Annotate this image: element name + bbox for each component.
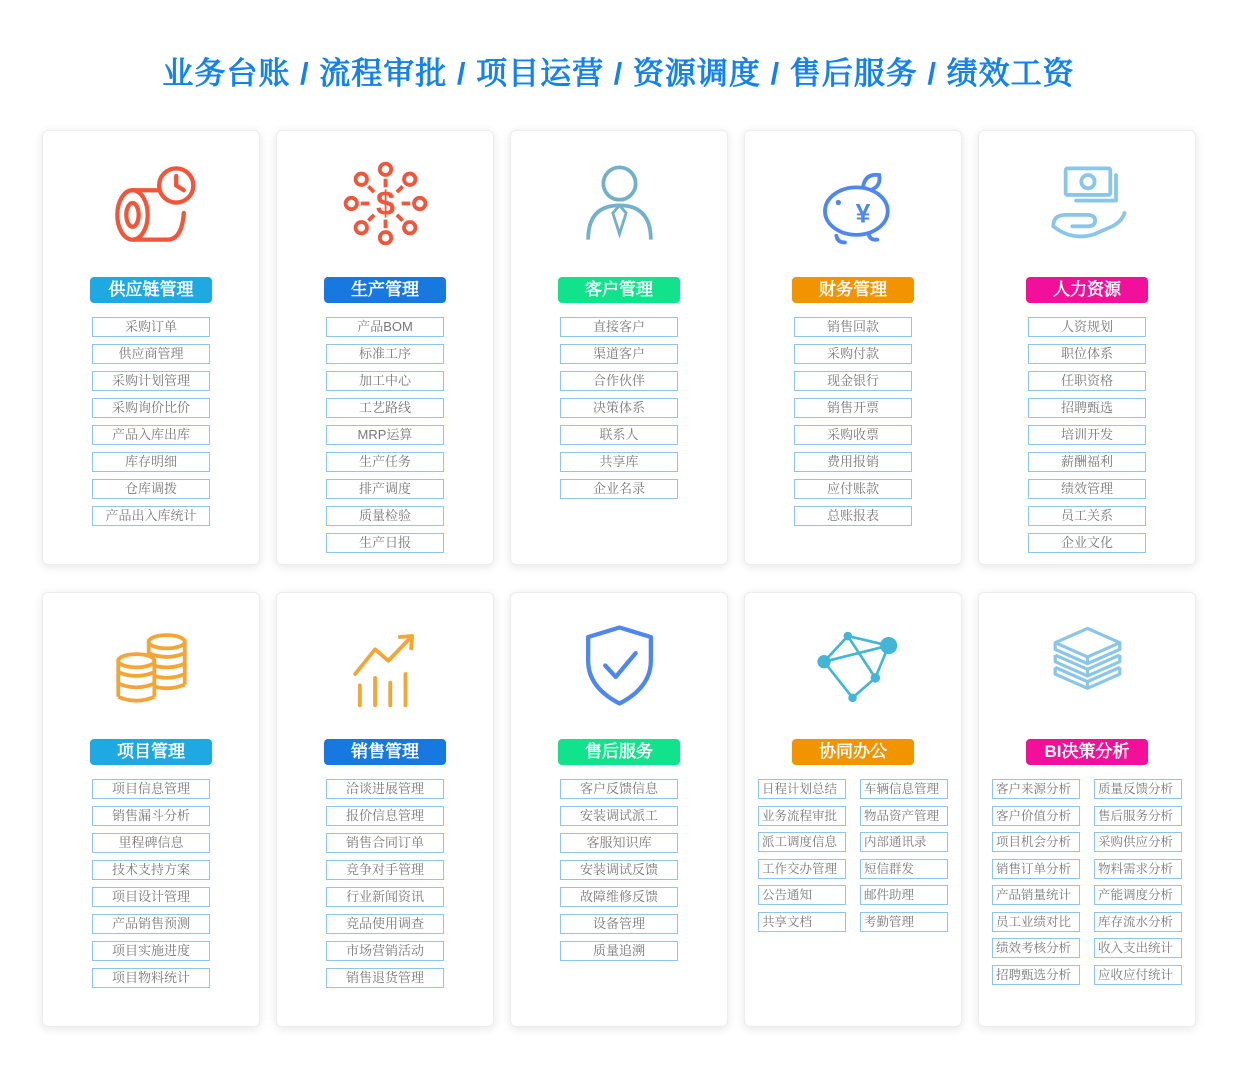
- feature-item: 物料需求分析: [1094, 859, 1182, 879]
- feature-item: 决策体系: [560, 398, 678, 418]
- feature-item: 工艺路线: [326, 398, 444, 418]
- feature-item: 销售回款: [794, 317, 912, 337]
- card-project: [42, 592, 260, 1027]
- card-title-badge: 协同办公: [792, 739, 914, 765]
- feature-item: 库存明细: [92, 452, 210, 472]
- feature-item: 共享文档: [758, 912, 846, 932]
- card-title-badge: 售后服务: [558, 739, 680, 765]
- feature-item: 客服知识库: [560, 833, 678, 853]
- feature-item: 日程计划总结: [758, 779, 846, 799]
- feature-list: [758, 779, 948, 932]
- feature-item: 故障维修反馈: [560, 887, 678, 907]
- card-title-badge: 供应链管理: [90, 277, 212, 303]
- feature-item: 产品销量统计: [992, 885, 1080, 905]
- feature-item: 报价信息管理: [326, 806, 444, 826]
- feature-item: 合作伙伴: [560, 371, 678, 391]
- feature-item: 绩效考核分析: [992, 938, 1080, 958]
- feature-item: 绩效管理: [1028, 479, 1146, 499]
- feature-item: 招聘甄选: [1028, 398, 1146, 418]
- feature-item: 项目设计管理: [92, 887, 210, 907]
- feature-column: [1094, 779, 1182, 985]
- feature-item: 行业新闻资讯: [326, 887, 444, 907]
- feature-item: 产品BOM: [326, 317, 444, 337]
- feature-item: 客户来源分析: [992, 779, 1080, 799]
- card-production: [276, 130, 494, 565]
- card-title-badge: 客户管理: [558, 277, 680, 303]
- feature-item: 竞品使用调查: [326, 914, 444, 934]
- feature-item: 项目物料统计: [92, 968, 210, 988]
- feature-item: 产品出入库统计: [92, 506, 210, 526]
- feature-column: [758, 779, 846, 932]
- feature-item: 总账报表: [794, 506, 912, 526]
- feature-item: 客户价值分析: [992, 806, 1080, 826]
- feature-item: 采购付款: [794, 344, 912, 364]
- feature-item: 应收应付统计: [1094, 965, 1182, 985]
- card-collaboration: [744, 592, 962, 1027]
- feature-item: 产品入库出库: [92, 425, 210, 445]
- feature-item: 薪酬福利: [1028, 452, 1146, 472]
- feature-item: 竞争对手管理: [326, 860, 444, 880]
- card-supply-chain: [42, 130, 260, 565]
- feature-list: [992, 779, 1182, 985]
- feature-item: 公告通知: [758, 885, 846, 905]
- feature-item: 直接客户: [560, 317, 678, 337]
- feature-item: 供应商管理: [92, 344, 210, 364]
- feature-item: 技术支持方案: [92, 860, 210, 880]
- feature-item: 质量检验: [326, 506, 444, 526]
- card-sales: [276, 592, 494, 1027]
- paper-roll-clock-icon: [104, 153, 199, 253]
- layers-icon: [1040, 615, 1135, 715]
- card-title-badge: 人力资源: [1026, 277, 1148, 303]
- feature-list: [326, 317, 444, 553]
- feature-item: 加工中心: [326, 371, 444, 391]
- feature-item: 费用报销: [794, 452, 912, 472]
- svg-text:¥: ¥: [855, 198, 870, 228]
- feature-list: [1028, 317, 1146, 553]
- feature-item: 物品资产管理: [860, 806, 948, 826]
- feature-item: 销售漏斗分析: [92, 806, 210, 826]
- feature-item: 标准工序: [326, 344, 444, 364]
- feature-item: 人资规划: [1028, 317, 1146, 337]
- shield-check-icon: [572, 615, 667, 715]
- feature-item: 邮件助理: [860, 885, 948, 905]
- feature-item: 采购订单: [92, 317, 210, 337]
- card-customer: [510, 130, 728, 565]
- feature-list: [560, 779, 678, 961]
- feature-item: 应付账款: [794, 479, 912, 499]
- feature-list: [92, 317, 210, 526]
- feature-item: 质量反馈分析: [1094, 779, 1182, 799]
- card-finance: [744, 130, 962, 565]
- feature-item: 设备管理: [560, 914, 678, 934]
- feature-item: 招聘甄选分析: [992, 965, 1080, 985]
- feature-item: 采购供应分析: [1094, 832, 1182, 852]
- page-title: 业务台账 / 流程审批 / 项目运营 / 资源调度 / 售后服务 / 绩效工资: [162, 56, 1075, 91]
- feature-item: 售后服务分析: [1094, 806, 1182, 826]
- feature-item: 洽谈进展管理: [326, 779, 444, 799]
- feature-item: 员工关系: [1028, 506, 1146, 526]
- feature-item: 客户反馈信息: [560, 779, 678, 799]
- feature-item: 工作交办管理: [758, 859, 846, 879]
- feature-item: 里程碑信息: [92, 833, 210, 853]
- feature-item: 现金银行: [794, 371, 912, 391]
- feature-item: 产能调度分析: [1094, 885, 1182, 905]
- feature-item: 项目机会分析: [992, 832, 1080, 852]
- feature-item: 产品销售预测: [92, 914, 210, 934]
- person-icon: [572, 153, 667, 253]
- card-after-sales: [510, 592, 728, 1027]
- feature-item: 生产日报: [326, 533, 444, 553]
- feature-item: 考勤管理: [860, 912, 948, 932]
- feature-item: 生产任务: [326, 452, 444, 472]
- feature-item: 项目实施进度: [92, 941, 210, 961]
- chart-up-icon: [338, 615, 433, 715]
- network-dollar-icon: [338, 153, 433, 253]
- feature-item: 排产调度: [326, 479, 444, 499]
- svg-text:$: $: [375, 184, 395, 223]
- money-hand-icon: [1040, 153, 1135, 253]
- feature-column: [992, 779, 1080, 985]
- feature-item: 渠道客户: [560, 344, 678, 364]
- feature-list: [92, 779, 210, 988]
- feature-list: [326, 779, 444, 988]
- feature-item: 短信群发: [860, 859, 948, 879]
- cards-grid: [42, 130, 1196, 1027]
- feature-item: 职位体系: [1028, 344, 1146, 364]
- feature-item: 业务流程审批: [758, 806, 846, 826]
- card-title-badge: 生产管理: [324, 277, 446, 303]
- card-title-badge: BI决策分析: [1026, 739, 1148, 765]
- feature-item: 培训开发: [1028, 425, 1146, 445]
- feature-item: 派工调度信息: [758, 832, 846, 852]
- feature-item: 库存流水分析: [1094, 912, 1182, 932]
- feature-item: 采购收票: [794, 425, 912, 445]
- feature-item: 市场营销活动: [326, 941, 444, 961]
- coins-icon: [104, 615, 199, 715]
- piggy-bank-icon: [806, 153, 901, 253]
- card-title-badge: 财务管理: [792, 277, 914, 303]
- feature-item: 共享库: [560, 452, 678, 472]
- feature-item: 企业名录: [560, 479, 678, 499]
- feature-item: 质量追溯: [560, 941, 678, 961]
- feature-list: [560, 317, 678, 499]
- feature-item: 采购计划管理: [92, 371, 210, 391]
- card-bi-analysis: [978, 592, 1196, 1027]
- feature-item: 车辆信息管理: [860, 779, 948, 799]
- feature-list: [794, 317, 912, 526]
- feature-item: 联系人: [560, 425, 678, 445]
- feature-item: 员工业绩对比: [992, 912, 1080, 932]
- feature-item: 项目信息管理: [92, 779, 210, 799]
- feature-item: 内部通讯录: [860, 832, 948, 852]
- feature-item: 销售订单分析: [992, 859, 1080, 879]
- card-hr: [978, 130, 1196, 565]
- feature-item: 采购询价比价: [92, 398, 210, 418]
- feature-item: 安装调试反馈: [560, 860, 678, 880]
- feature-item: 销售退货管理: [326, 968, 444, 988]
- network-nodes-icon: [806, 615, 901, 715]
- feature-item: 安装调试派工: [560, 806, 678, 826]
- feature-item: 任职资格: [1028, 371, 1146, 391]
- card-title-badge: 项目管理: [90, 739, 212, 765]
- feature-item: 销售开票: [794, 398, 912, 418]
- feature-item: 仓库调拨: [92, 479, 210, 499]
- feature-item: 收入支出统计: [1094, 938, 1182, 958]
- feature-item: MRP运算: [326, 425, 444, 445]
- feature-item: 销售合同订单: [326, 833, 444, 853]
- feature-column: [860, 779, 948, 932]
- feature-item: 企业文化: [1028, 533, 1146, 553]
- card-title-badge: 销售管理: [324, 739, 446, 765]
